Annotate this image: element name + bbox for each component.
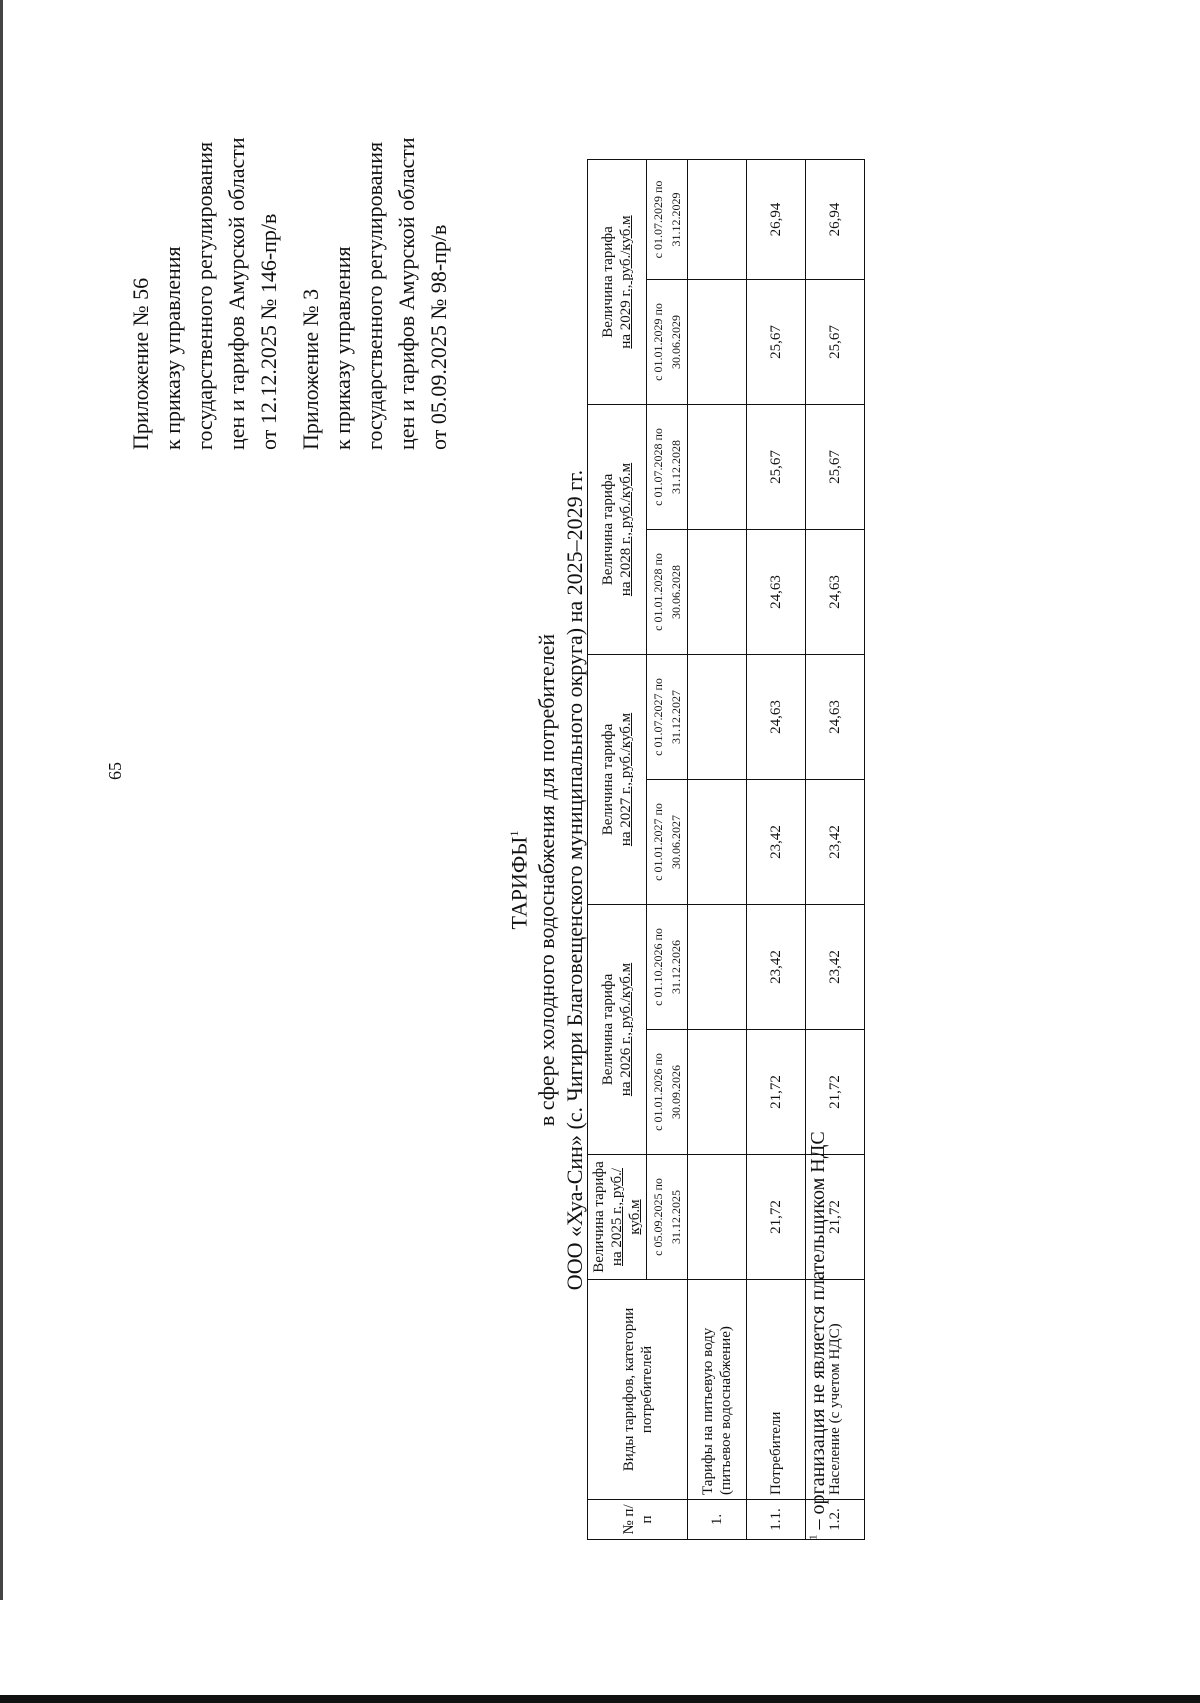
header-type: Виды тарифов, категории потребителей	[588, 1280, 688, 1500]
table-header-row	[588, 160, 647, 1540]
header-year: на 2028 г., руб./куб.м	[618, 462, 634, 597]
footnote	[807, 1131, 830, 1540]
row-name: Население (с учетом НДС)	[806, 1280, 865, 1500]
header-year: на 2027 г., руб./куб.м	[618, 712, 634, 847]
rotated-page-content	[105, 137, 843, 1620]
appendix-line: государственного регулирования	[362, 141, 387, 450]
title-text: ТАРИФЫ	[506, 836, 532, 930]
scan-edge-left	[0, 0, 3, 1600]
row-value: 24,63	[806, 530, 865, 655]
appendix-line: государственного регулирования	[192, 141, 217, 450]
header-year-2025	[588, 1155, 647, 1280]
header-year-2029	[588, 160, 647, 405]
row-num: 1.	[688, 1500, 747, 1540]
period-cell: с 05.09.2025 по 31.12.2025	[647, 1155, 688, 1280]
appendix-line: Приложение № 3	[298, 288, 323, 450]
header-year: на 2026 г., руб./куб.м	[618, 962, 634, 1097]
period-cell: с 01.01.2026 по 30.09.2026	[647, 1030, 688, 1155]
header-label: Величина тарифа	[600, 473, 616, 586]
row-value: 24,63	[747, 655, 806, 780]
row-value: 25,67	[747, 280, 806, 405]
appendix-line: к приказу управления	[330, 246, 355, 450]
row-value: 24,63	[806, 655, 865, 780]
period-cell: с 01.01.2029 по 30.06.2029	[647, 280, 688, 405]
row-value: 21,72	[806, 1155, 865, 1280]
document-subtitle: в сфере холодного водоснабжения для потребителей	[534, 633, 560, 1127]
header-year: на 2025 г., руб./куб.м	[609, 1167, 643, 1267]
header-label: Величина тарифа	[591, 1161, 607, 1273]
appendix-line: Приложение № 56	[128, 277, 153, 450]
row-value: 25,67	[806, 280, 865, 405]
appendix-line: цен и тарифов Амурской области	[394, 137, 419, 450]
row-value: 21,72	[747, 1030, 806, 1155]
header-year: на 2029 г., руб./куб.м	[618, 215, 634, 349]
row-num: 1.2.	[806, 1500, 865, 1540]
footnote-text: – организация не является плательщиком НДС	[807, 1131, 829, 1535]
page-number: 65	[105, 762, 125, 780]
appendix-current	[125, 137, 285, 450]
row-value: 23,42	[747, 780, 806, 905]
row-value: 21,72	[747, 1155, 806, 1280]
header-year-2027	[588, 655, 647, 905]
header-num: № п/п	[588, 1500, 688, 1540]
row-value: 26,94	[806, 160, 865, 280]
period-cell: с 01.01.2028 по 30.06.2028	[647, 530, 688, 655]
row-value	[688, 530, 747, 655]
row-value	[688, 1155, 747, 1280]
row-value: 23,42	[747, 905, 806, 1030]
table-row	[747, 160, 806, 1540]
row-value: 25,67	[806, 405, 865, 530]
row-value	[688, 905, 747, 1030]
row-name: Потребители	[747, 1280, 806, 1500]
row-value: 23,42	[806, 905, 865, 1030]
period-cell: с 01.10.2026 по 31.12.2026	[647, 905, 688, 1030]
appendix-line: от 05.09.2025 № 98-пр/в	[426, 224, 451, 450]
row-value	[688, 1030, 747, 1155]
row-value: 21,72	[806, 1030, 865, 1155]
period-cell: с 01.07.2028 по 31.12.2028	[647, 405, 688, 530]
row-value: 23,42	[806, 780, 865, 905]
row-name: Тарифы на питьевую воду (питьевое водоснабжение)	[688, 1280, 747, 1500]
title-footnote-mark: 1	[507, 830, 521, 837]
document-title	[500, 140, 533, 1620]
row-num: 1.1.	[747, 1500, 806, 1540]
footnote-mark: 1	[807, 1534, 820, 1540]
document-subtitle-organization: ООО «Хуа-Син» (с. Чигири Благовещенского муниципального округа) на 2025–2029 гг.	[562, 469, 588, 1291]
row-value: 26,94	[747, 160, 806, 280]
header-year-2026	[588, 905, 647, 1155]
appendix-line: от 12.12.2025 № 146-пр/в	[256, 213, 281, 450]
row-value: 24,63	[747, 530, 806, 655]
period-cell: с 01.01.2027 по 30.06.2027	[647, 780, 688, 905]
appendix-line: к приказу управления	[160, 246, 185, 450]
appendix-line: цен и тарифов Амурской области	[224, 137, 249, 450]
row-value	[688, 655, 747, 780]
header-year-2028	[588, 405, 647, 655]
appendix-previous	[295, 137, 455, 450]
period-cell: с 01.07.2027 по 31.12.2027	[647, 655, 688, 780]
header-label: Величина тарифа	[600, 226, 616, 338]
row-value	[688, 280, 747, 405]
row-value	[688, 405, 747, 530]
table-row	[688, 160, 747, 1540]
header-label: Величина тарифа	[600, 723, 616, 836]
row-value	[688, 160, 747, 280]
row-value: 25,67	[747, 405, 806, 530]
row-value	[688, 780, 747, 905]
header-label: Величина тарифа	[600, 973, 616, 1086]
scan-edge-bottom	[0, 1695, 1200, 1703]
period-cell: с 01.07.2029 по 31.12.2029	[647, 160, 688, 280]
title-block	[500, 140, 589, 1620]
